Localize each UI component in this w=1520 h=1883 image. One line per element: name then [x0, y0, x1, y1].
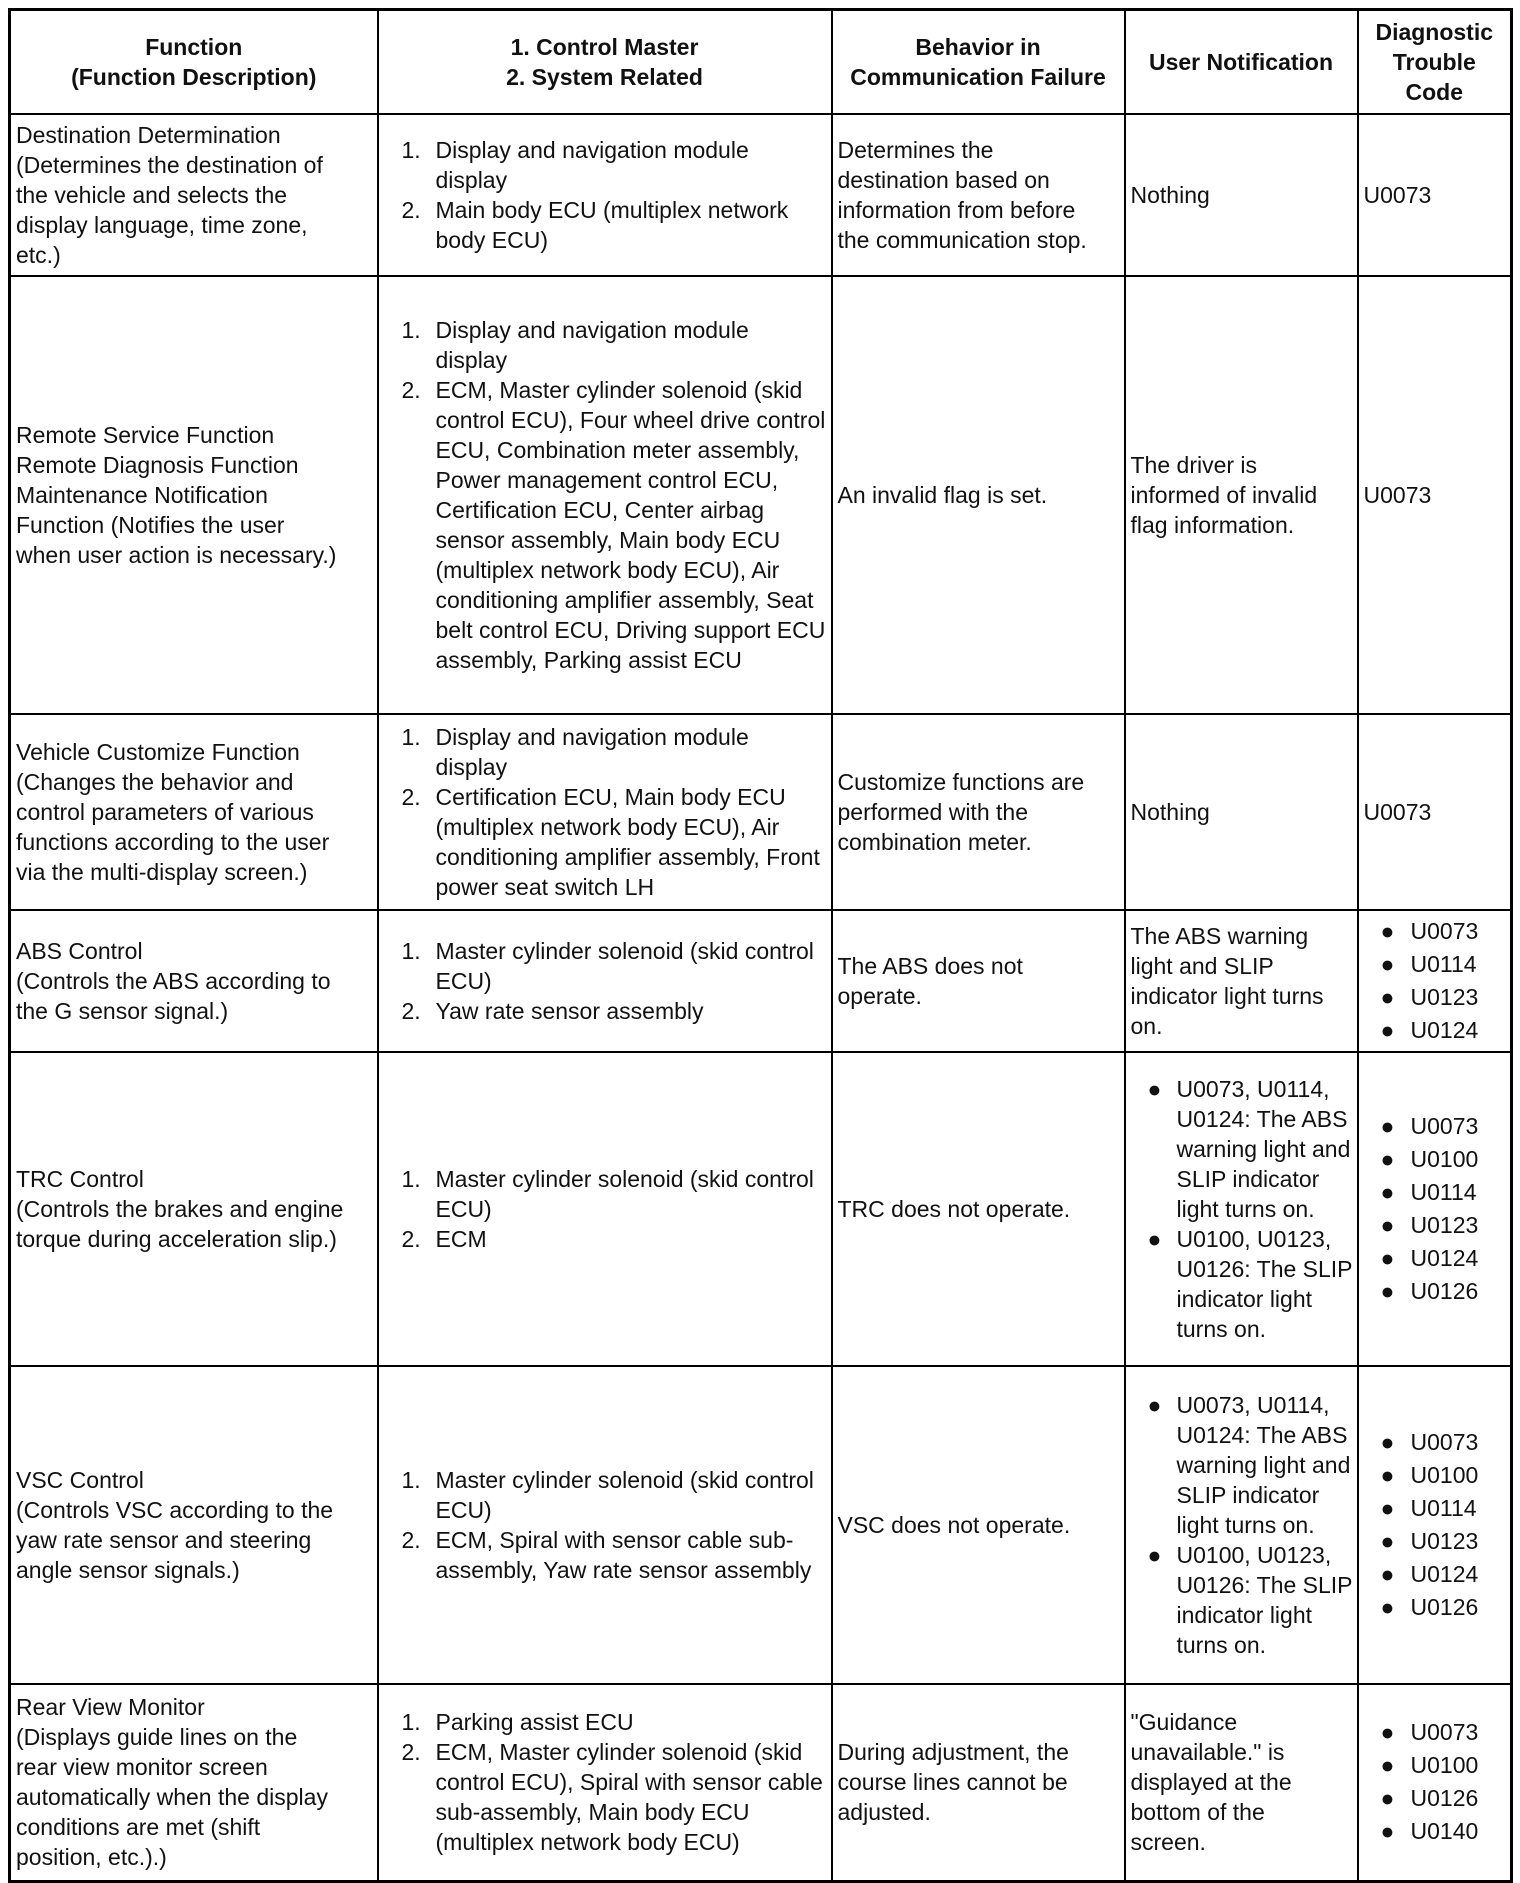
dtc-cell: U0073: [1358, 114, 1512, 276]
behavior-cell: Customize functions are performed with the combination meter.: [832, 714, 1125, 910]
control-master: 1. Master cylinder solenoid (skid control ECU): [401, 1467, 814, 1523]
table-row: [10, 114, 1512, 276]
function-cell: Rear View Monitor (Displays guide lines on the rear view monitor screen automatically when the display conditions are met (shift position, etc.).): [10, 1684, 378, 1881]
dtc-item: ● U0124: [1380, 1561, 1479, 1587]
header-row: [10, 10, 1512, 115]
function-cell: Vehicle Customize Function (Changes the behavior and control parameters of various functions according to the user via the multi-display screen.): [10, 714, 378, 910]
system-related: 2. Certification ECU, Main body ECU (multiplex network body ECU), Air conditioning amplifier assembly, Front power seat switch LH: [401, 784, 820, 900]
dtc-item: ● U0126: [1380, 1785, 1479, 1812]
dtc-item: ● U0123: [1380, 1212, 1479, 1238]
system-related: 2. Main body ECU (multiplex network body ECU): [401, 197, 789, 253]
header-behavior: Behavior in Communication Failure: [832, 10, 1125, 115]
behavior-cell: TRC does not operate.: [832, 1052, 1125, 1366]
control-cell: [378, 1684, 832, 1881]
dtc-item: ● U0073: [1380, 1429, 1479, 1455]
header-dtc: Diagnostic Trouble Code: [1358, 10, 1512, 115]
notification-item: ● U0073, U0114, U0124: The ABS warning light and SLIP indicator light turns on.: [1147, 1392, 1351, 1538]
table-row: [10, 910, 1512, 1052]
notification-item: ● U0073, U0114, U0124: The ABS warning light and SLIP indicator light turns on.: [1147, 1076, 1351, 1222]
dtc-item: ● U0140: [1380, 1818, 1479, 1845]
dtc-item: ● U0126: [1380, 1594, 1479, 1620]
control-cell: [378, 1366, 832, 1684]
notification-cell: Nothing: [1125, 714, 1358, 910]
table-row: [10, 1052, 1512, 1366]
table-row: [10, 1366, 1512, 1684]
dtc-item: ● U0073: [1380, 918, 1479, 944]
behavior-cell: An invalid flag is set.: [832, 276, 1125, 714]
function-cell: VSC Control (Controls VSC according to the yaw rate sensor and steering angle sensor signals.): [10, 1366, 378, 1684]
notification-cell: [1125, 1052, 1358, 1366]
dtc-item: ● U0123: [1380, 984, 1479, 1010]
control-cell: [378, 276, 832, 714]
dtc-cell: [1358, 1684, 1512, 1881]
dtc-cell: [1358, 1052, 1512, 1366]
control-master: 1. Display and navigation module display: [401, 724, 749, 780]
header-function: Function (Function Description): [10, 10, 378, 115]
dtc-item: ● U0114: [1380, 951, 1477, 977]
dtc-item: ● U0123: [1380, 1528, 1479, 1554]
dtc-item: ● U0100: [1380, 1752, 1479, 1779]
dtc-item: ● U0100: [1380, 1462, 1479, 1488]
notification-item: ● U0100, U0123, U0126: The SLIP indicator light turns on.: [1147, 1542, 1353, 1658]
control-master: 1. Display and navigation module display: [401, 137, 749, 193]
system-related: 2. Yaw rate sensor assembly: [401, 998, 704, 1024]
control-master: 1. Master cylinder solenoid (skid control ECU): [401, 1166, 814, 1222]
function-cell: Destination Determination (Determines the destination of the vehicle and selects the display language, time zone, etc.): [10, 114, 378, 276]
control-master: 1. Master cylinder solenoid (skid control ECU): [401, 938, 814, 994]
function-cell: ABS Control (Controls the ABS according to the G sensor signal.): [10, 910, 378, 1052]
control-master: 1. Parking assist ECU: [401, 1709, 634, 1736]
function-cell: TRC Control (Controls the brakes and engine torque during acceleration slip.): [10, 1052, 378, 1366]
control-cell: [378, 910, 832, 1052]
dtc-item: ● U0114: [1380, 1495, 1477, 1521]
behavior-cell: The ABS does not operate.: [832, 910, 1125, 1052]
table-row: [10, 714, 1512, 910]
dtc-cell: U0073: [1358, 276, 1512, 714]
control-cell: [378, 114, 832, 276]
system-related: 2. ECM, Master cylinder solenoid (skid control ECU), Spiral with sensor cable sub-assembly, Main body ECU (multiplex network body ECU): [401, 1739, 823, 1856]
table-row: [10, 1684, 1512, 1881]
control-cell: [378, 714, 832, 910]
dtc-cell: [1358, 1366, 1512, 1684]
control-master: 1. Display and navigation module display: [401, 317, 749, 373]
dtc-item: ● U0100: [1380, 1146, 1479, 1172]
dtc-cell: [1358, 910, 1512, 1052]
header-control: 1. Control Master 2. System Related: [378, 10, 832, 115]
system-related: 2. ECM: [401, 1226, 487, 1252]
dtc-item: ● U0124: [1380, 1017, 1479, 1043]
dtc-item: ● U0073: [1380, 1719, 1479, 1746]
dtc-item: ● U0126: [1380, 1278, 1479, 1304]
behavior-cell: VSC does not operate.: [832, 1366, 1125, 1684]
notification-cell: The ABS warning light and SLIP indicator light turns on.: [1125, 910, 1358, 1052]
behavior-cell: During adjustment, the course lines cannot be adjusted.: [832, 1684, 1125, 1881]
dtc-cell: U0073: [1358, 714, 1512, 910]
notification-cell: [1125, 1366, 1358, 1684]
system-related: 2. ECM, Master cylinder solenoid (skid control ECU), Four wheel drive control ECU, Combination meter assembly, Power management control ECU, Certification ECU, Center airbag sensor assembly, Main body ECU (multiplex network body ECU), Air conditioning amplifier assembly, Seat belt control ECU, Driving support ECU assembly, Parking assist ECU: [401, 377, 826, 673]
notification-cell: The driver is informed of invalid flag information.: [1125, 276, 1358, 714]
notification-cell: "Guidance unavailable." is displayed at the bottom of the screen.: [1125, 1684, 1358, 1881]
dtc-item: ● U0114: [1380, 1179, 1477, 1205]
notification-item: ● U0100, U0123, U0126: The SLIP indicator light turns on.: [1147, 1226, 1353, 1342]
notification-cell: Nothing: [1125, 114, 1358, 276]
header-notification: User Notification: [1125, 10, 1358, 115]
behavior-cell: Determines the destination based on information from before the communication stop.: [832, 114, 1125, 276]
control-cell: [378, 1052, 832, 1366]
system-related: 2. ECM, Spiral with sensor cable sub-assembly, Yaw rate sensor assembly: [401, 1527, 812, 1583]
dtc-item: ● U0124: [1380, 1245, 1479, 1271]
dtc-item: ● U0073: [1380, 1113, 1479, 1139]
function-cell: Remote Service Function Remote Diagnosis Function Maintenance Notification Function (Notifies the user when user action is necessary.): [10, 276, 378, 714]
table-row: [10, 276, 1512, 714]
communication-failure-table: [8, 8, 1513, 1883]
